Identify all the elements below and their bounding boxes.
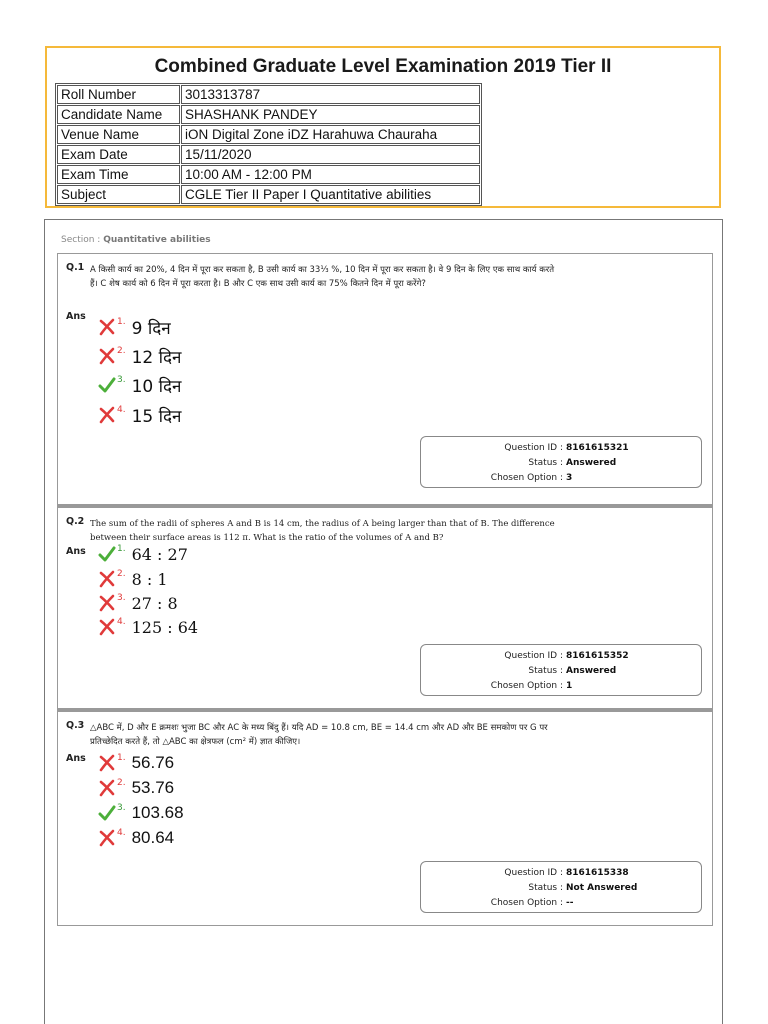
option-text: 15 दिन	[131, 406, 182, 427]
info-value: CGLE Tier II Paper I Quantitative abilities	[181, 185, 480, 204]
info-value: 3013313787	[181, 85, 480, 104]
option-number: 2.	[117, 778, 126, 788]
option-text: 125 : 64	[131, 617, 199, 637]
check-icon	[98, 804, 116, 822]
question-number: Q.1	[66, 262, 85, 273]
info-value: 10:00 AM - 12:00 PM	[181, 165, 480, 184]
option-number: 1.	[117, 317, 126, 327]
option-text: 64 : 27	[131, 544, 188, 564]
cross-icon	[98, 618, 116, 636]
status-value: Not Answered	[566, 883, 638, 893]
check-icon	[98, 376, 116, 394]
ans-label: Ans	[66, 546, 86, 557]
option-text: 9 दिन	[131, 318, 171, 339]
question-id: 8161615352	[566, 651, 629, 661]
option-4	[98, 827, 174, 849]
option-3	[98, 802, 184, 824]
meta-status	[421, 664, 701, 679]
option-text: 10 दिन	[131, 376, 182, 397]
option-text: 53.76	[131, 778, 175, 797]
option-3	[98, 374, 182, 396]
info-label: Roll Number	[57, 85, 180, 104]
meta-label: Chosen Option :	[490, 898, 563, 908]
question-text: △ABC में, D और E क्रमशः भुजा BC और AC के मध्य बिंदु हैं। यदि AD = 10.8 cm, BE = 14.4 cm और AD और BE समकोण पर G पर प्रतिच्छेदित करते हैं, तो △ABC का क्षेत्रफल (cm² में) ज्ञात कीजिए।	[90, 723, 548, 747]
question-text: A किसी कार्य का 20%, 4 दिन में पूरा कर सकता है, B उसी कार्य का 33⅓ %, 10 दिन में पूरा कर सकता है। वे 9 दिन के लिए एक साथ कार्य करते हैं। C शेष कार्य को 6 दिन में पूरा करता है। B और C एक साथ उसी कार्य का 75% कितने दिन में पूरा करेंगे?	[90, 265, 555, 289]
option-1	[98, 316, 171, 338]
option-text: 8 : 1	[131, 569, 168, 589]
status-value: Answered	[566, 458, 617, 468]
option-text: 80.64	[131, 828, 175, 847]
info-row-subject	[57, 185, 480, 204]
option-1	[98, 752, 174, 774]
exam-header-box	[45, 46, 721, 208]
option-2	[98, 777, 174, 799]
info-value: SHASHANK PANDEY	[181, 105, 480, 124]
cross-icon	[98, 347, 116, 365]
cross-icon	[98, 829, 116, 847]
option-number: 3.	[117, 593, 126, 603]
info-row-roll	[57, 85, 480, 104]
option-number: 4.	[117, 617, 126, 627]
chosen-option: 1	[566, 681, 573, 691]
info-value: 15/11/2020	[181, 145, 480, 164]
option-text: 27 : 8	[131, 593, 178, 613]
cross-icon	[98, 570, 116, 588]
option-number: 2.	[117, 346, 126, 356]
candidate-info-table	[55, 83, 482, 206]
info-row-venue	[57, 125, 480, 144]
option-number: 1.	[117, 753, 126, 763]
question-meta	[420, 644, 702, 696]
meta-label: Status :	[528, 458, 563, 468]
option-text: 56.76	[131, 753, 175, 772]
question-card-1	[57, 253, 713, 505]
info-value: iON Digital Zone iDZ Harahuwa Chauraha	[181, 125, 480, 144]
meta-question-id	[421, 649, 701, 664]
meta-label: Question ID :	[504, 443, 563, 453]
cross-icon	[98, 406, 116, 424]
meta-question-id	[421, 866, 701, 881]
ans-label: Ans	[66, 311, 86, 322]
section-label	[61, 235, 211, 245]
info-label: Exam Date	[57, 145, 180, 164]
option-4	[98, 404, 182, 426]
info-row-date	[57, 145, 480, 164]
meta-label: Status :	[528, 666, 563, 676]
info-row-candidate	[57, 105, 480, 124]
chosen-option: --	[566, 898, 574, 908]
question-meta	[420, 861, 702, 913]
info-label: Candidate Name	[57, 105, 180, 124]
question-id: 8161615338	[566, 868, 629, 878]
question-id: 8161615321	[566, 443, 629, 453]
question-meta	[420, 436, 702, 488]
cross-icon	[98, 318, 116, 336]
question-text: The sum of the radii of spheres A and B is 14 cm, the radius of A being larger than that of B. The difference between their surface areas is 112 π. What is the ratio of the volumes of A and B?	[90, 519, 555, 543]
option-3	[98, 592, 178, 614]
meta-chosen	[421, 896, 701, 911]
chosen-option: 3	[566, 473, 573, 483]
meta-question-id	[421, 441, 701, 456]
meta-status	[421, 881, 701, 896]
meta-chosen	[421, 679, 701, 694]
exam-title: Combined Graduate Level Examination 2019 Tier II	[154, 56, 612, 77]
meta-chosen	[421, 471, 701, 486]
question-number: Q.2	[66, 516, 85, 527]
option-text: 103.68	[131, 803, 184, 822]
info-label: Exam Time	[57, 165, 180, 184]
option-2	[98, 568, 168, 590]
meta-label: Chosen Option :	[490, 681, 563, 691]
question-card-3	[57, 709, 713, 926]
option-1	[98, 543, 188, 565]
info-row-time	[57, 165, 480, 184]
section-prefix: Section :	[61, 235, 104, 245]
option-number: 4.	[117, 828, 126, 838]
option-2	[98, 345, 182, 367]
meta-status	[421, 456, 701, 471]
status-value: Answered	[566, 666, 617, 676]
meta-label: Question ID :	[504, 868, 563, 878]
cross-icon	[98, 594, 116, 612]
option-number: 3.	[117, 803, 126, 813]
cross-icon	[98, 779, 116, 797]
check-icon	[98, 545, 116, 563]
option-number: 3.	[117, 375, 126, 385]
option-text: 12 दिन	[131, 347, 182, 368]
option-4	[98, 616, 198, 638]
meta-label: Chosen Option :	[490, 473, 563, 483]
option-number: 4.	[117, 405, 126, 415]
meta-label: Status :	[528, 883, 563, 893]
question-number: Q.3	[66, 720, 85, 731]
meta-label: Question ID :	[504, 651, 563, 661]
option-number: 1.	[117, 544, 126, 554]
ans-label: Ans	[66, 753, 86, 764]
info-label: Venue Name	[57, 125, 180, 144]
response-sheet	[44, 219, 723, 1024]
cross-icon	[98, 754, 116, 772]
option-number: 2.	[117, 569, 126, 579]
section-name: Quantitative abilities	[103, 235, 211, 245]
info-label: Subject	[57, 185, 180, 204]
question-card-2	[57, 505, 713, 709]
